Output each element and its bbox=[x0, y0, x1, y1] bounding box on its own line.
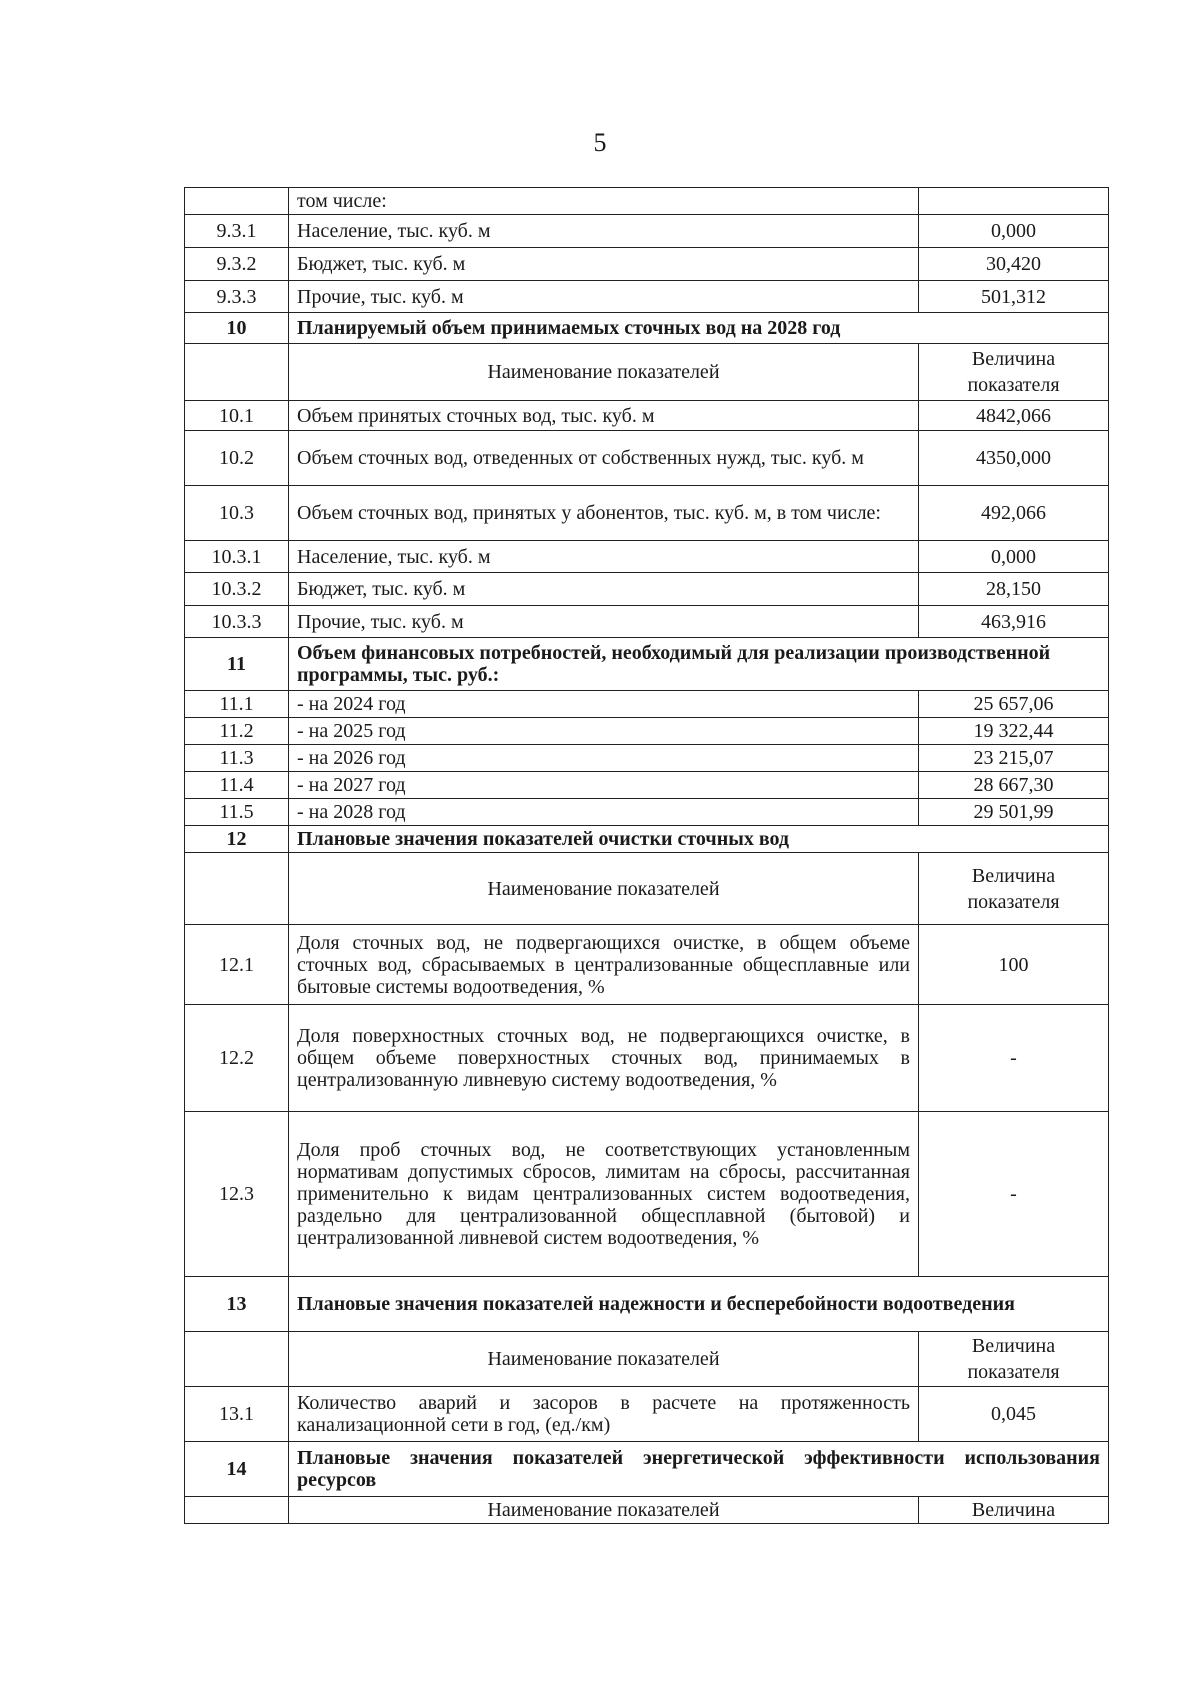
row-number: 11.4 bbox=[185, 772, 289, 799]
row-number: 10.3.2 bbox=[185, 573, 289, 606]
row-number: 11.1 bbox=[185, 691, 289, 718]
column-header-value: Величина показателя bbox=[919, 853, 1109, 925]
table-row bbox=[185, 486, 1109, 541]
row-value bbox=[919, 188, 1109, 215]
table-row bbox=[185, 745, 1109, 772]
column-header-value: Величина показателя bbox=[919, 344, 1109, 401]
page-number: 5 bbox=[593, 128, 607, 157]
table-row bbox=[185, 691, 1109, 718]
section-number: 10 bbox=[185, 313, 289, 344]
section-title: Объем финансовых потребностей, необходимый для реализации производственной программы, тыс. руб.: bbox=[289, 638, 1109, 691]
row-number: 11.2 bbox=[185, 718, 289, 745]
row-number: 13.1 bbox=[185, 1387, 289, 1442]
row-name: Доля проб сточных вод, не соответствующих установленным нормативам допустимых сбросов, лимитам на сбросы, рассчитанная применительно к видам централизованных систем водоотведения, раздельно для централизованной общесплавной (бытовой) и централизованной ливневой систем водоотведения, % bbox=[289, 1112, 919, 1277]
row-number: 10.1 bbox=[185, 401, 289, 431]
section-row bbox=[185, 826, 1109, 853]
row-number bbox=[185, 853, 289, 925]
row-number: 9.3.1 bbox=[185, 215, 289, 248]
table-row bbox=[185, 431, 1109, 486]
row-number bbox=[185, 344, 289, 401]
section-number: 11 bbox=[185, 638, 289, 691]
row-value: 19 322,44 bbox=[919, 718, 1109, 745]
row-name: - на 2026 год bbox=[289, 745, 919, 772]
row-name: Прочие, тыс. куб. м bbox=[289, 606, 919, 638]
table-row bbox=[185, 573, 1109, 606]
row-value: 23 215,07 bbox=[919, 745, 1109, 772]
row-name: Прочие, тыс. куб. м bbox=[289, 281, 919, 313]
table-row bbox=[185, 606, 1109, 638]
row-value: 492,066 bbox=[919, 486, 1109, 541]
row-name: Население, тыс. куб. м bbox=[289, 215, 919, 248]
table-row bbox=[185, 772, 1109, 799]
row-value: 25 657,06 bbox=[919, 691, 1109, 718]
section-title: Плановые значения показателей надежности и бесперебойности водоотведения bbox=[289, 1277, 1109, 1332]
column-header-name: Наименование показателей bbox=[289, 1332, 919, 1387]
row-number: 10.3 bbox=[185, 486, 289, 541]
section-row bbox=[185, 313, 1109, 344]
row-name: Количество аварий и засоров в расчете на протяженность канализационной сети в год, (ед./км) bbox=[289, 1387, 919, 1442]
column-header-value: Величина показателя bbox=[919, 1332, 1109, 1387]
row-number: 12.3 bbox=[185, 1112, 289, 1277]
row-name: Объем сточных вод, принятых у абонентов, тыс. куб. м, в том числе: bbox=[289, 486, 919, 541]
row-number: 11.3 bbox=[185, 745, 289, 772]
section-number: 13 bbox=[185, 1277, 289, 1332]
row-value: 463,916 bbox=[919, 606, 1109, 638]
section-title: Планируемый объем принимаемых сточных вод на 2028 год bbox=[289, 313, 1109, 344]
row-name: Доля сточных вод, не подвергающихся очистке, в общем объеме сточных вод, сбрасываемых в централизованные общесплавные или бытовые системы водоотведения, % bbox=[289, 925, 919, 1005]
row-name: - на 2024 год bbox=[289, 691, 919, 718]
row-name: Бюджет, тыс. куб. м bbox=[289, 573, 919, 606]
row-value: 100 bbox=[919, 925, 1109, 1005]
row-value: 4842,066 bbox=[919, 401, 1109, 431]
indicators-table bbox=[184, 187, 1109, 1524]
row-name: Объем принятых сточных вод, тыс. куб. м bbox=[289, 401, 919, 431]
row-value: - bbox=[919, 1005, 1109, 1112]
table-row bbox=[185, 925, 1109, 1005]
table-row bbox=[185, 718, 1109, 745]
section-title: Плановые значения показателей энергетической эффективности использования ресурсов bbox=[289, 1442, 1109, 1497]
column-header-name: Наименование показателей bbox=[289, 853, 919, 925]
header-row bbox=[185, 1332, 1109, 1387]
column-header-name: Наименование показателей bbox=[289, 344, 919, 401]
row-number: 9.3.2 bbox=[185, 248, 289, 281]
table-row bbox=[185, 1387, 1109, 1442]
row-value: 0,045 bbox=[919, 1387, 1109, 1442]
row-number: 12.1 bbox=[185, 925, 289, 1005]
row-value: 28 667,30 bbox=[919, 772, 1109, 799]
row-value: 0,000 bbox=[919, 215, 1109, 248]
row-name: - на 2025 год bbox=[289, 718, 919, 745]
table-row bbox=[185, 1112, 1109, 1277]
table-row bbox=[185, 188, 1109, 215]
row-number: 12.2 bbox=[185, 1005, 289, 1112]
table-row bbox=[185, 248, 1109, 281]
section-number: 14 bbox=[185, 1442, 289, 1497]
row-name: Население, тыс. куб. м bbox=[289, 541, 919, 573]
table-row bbox=[185, 541, 1109, 573]
column-header-name: Наименование показателей bbox=[289, 1497, 919, 1524]
header-row bbox=[185, 853, 1109, 925]
row-number bbox=[185, 1332, 289, 1387]
header-row bbox=[185, 1497, 1109, 1524]
row-value: 4350,000 bbox=[919, 431, 1109, 486]
section-row bbox=[185, 1277, 1109, 1332]
section-number: 12 bbox=[185, 826, 289, 853]
section-title: Плановые значения показателей очистки сточных вод bbox=[289, 826, 1109, 853]
row-number: 11.5 bbox=[185, 799, 289, 826]
row-name: Доля поверхностных сточных вод, не подвергающихся очистке, в общем объеме поверхностных сточных вод, принимаемых в централизованную ливневую систему водоотведения, % bbox=[289, 1005, 919, 1112]
table-row bbox=[185, 281, 1109, 313]
section-row bbox=[185, 638, 1109, 691]
row-value: 0,000 bbox=[919, 541, 1109, 573]
header-row bbox=[185, 344, 1109, 401]
row-value: 29 501,99 bbox=[919, 799, 1109, 826]
row-name: том числе: bbox=[289, 188, 919, 215]
row-number: 10.3.1 bbox=[185, 541, 289, 573]
row-number: 9.3.3 bbox=[185, 281, 289, 313]
row-name: - на 2027 год bbox=[289, 772, 919, 799]
section-row bbox=[185, 1442, 1109, 1497]
row-value: - bbox=[919, 1112, 1109, 1277]
table-row bbox=[185, 799, 1109, 826]
row-name: - на 2028 год bbox=[289, 799, 919, 826]
table-row bbox=[185, 1005, 1109, 1112]
row-number: 10.3.3 bbox=[185, 606, 289, 638]
column-header-value: Величина bbox=[919, 1497, 1109, 1524]
table-row bbox=[185, 215, 1109, 248]
table-row bbox=[185, 401, 1109, 431]
row-name: Объем сточных вод, отведенных от собственных нужд, тыс. куб. м bbox=[289, 431, 919, 486]
row-number bbox=[185, 1497, 289, 1524]
row-value: 28,150 bbox=[919, 573, 1109, 606]
row-number bbox=[185, 188, 289, 215]
row-value: 30,420 bbox=[919, 248, 1109, 281]
row-number: 10.2 bbox=[185, 431, 289, 486]
row-name: Бюджет, тыс. куб. м bbox=[289, 248, 919, 281]
row-value: 501,312 bbox=[919, 281, 1109, 313]
